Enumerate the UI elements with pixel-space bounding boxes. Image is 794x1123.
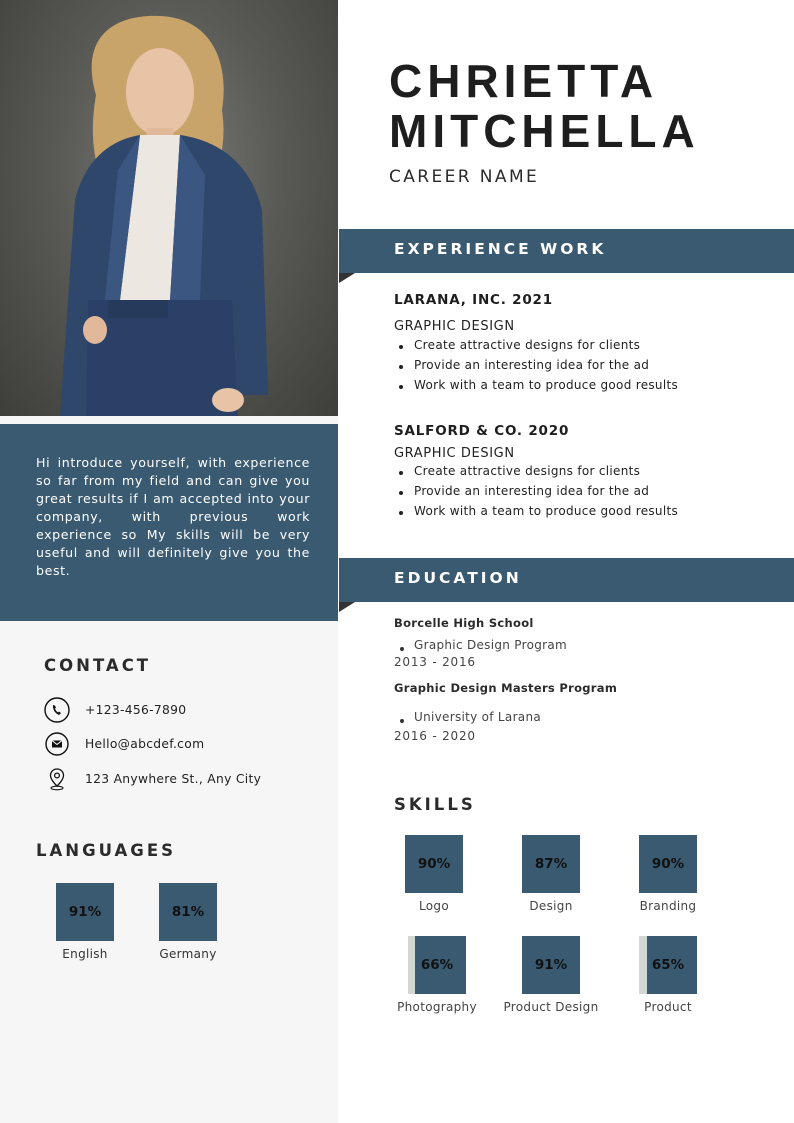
skill-level-box bbox=[405, 835, 463, 893]
edu-years: 2016 - 2020 bbox=[394, 729, 476, 743]
job-bullets bbox=[394, 335, 774, 395]
language-level-box bbox=[159, 883, 217, 941]
skill-percent: 66% bbox=[420, 957, 454, 973]
languages-title: LANGUAGES bbox=[36, 841, 176, 860]
skill-percent: 90% bbox=[651, 856, 685, 872]
skill-design bbox=[496, 835, 606, 913]
language-percent: 91% bbox=[68, 904, 102, 920]
bullet-item: Work with a team to produce good results bbox=[394, 375, 774, 395]
contact-title: CONTACT bbox=[44, 656, 152, 675]
skill-photography bbox=[382, 936, 492, 1014]
location-pin-icon bbox=[44, 766, 70, 792]
contact-address[interactable] bbox=[44, 765, 261, 793]
job-role: GRAPHIC DESIGN bbox=[394, 446, 515, 461]
contact-phone-text: +123-456-7890 bbox=[85, 703, 187, 717]
contact-address-text: 123 Anywhere St., Any City bbox=[85, 772, 262, 786]
name-block bbox=[389, 56, 700, 187]
skills-title: SKILLS bbox=[394, 795, 476, 814]
edu-school: Graphic Design Masters Program bbox=[394, 681, 618, 695]
language-name: English bbox=[62, 947, 108, 961]
skill-level-box bbox=[639, 936, 697, 994]
language-percent: 81% bbox=[171, 904, 205, 920]
job-role: GRAPHIC DESIGN bbox=[394, 319, 515, 334]
contact-email-text: Hello@abcdef.com bbox=[85, 737, 205, 751]
skill-name: Product bbox=[644, 1000, 692, 1014]
job-entry bbox=[394, 423, 774, 521]
skill-percent: 91% bbox=[534, 957, 568, 973]
edu-school: Borcelle High School bbox=[394, 616, 534, 630]
skill-product bbox=[613, 936, 723, 1014]
experience-banner bbox=[339, 229, 794, 273]
contact-email[interactable] bbox=[44, 730, 204, 758]
skill-branding bbox=[613, 835, 723, 913]
skill-percent: 87% bbox=[534, 856, 568, 872]
skill-name: Branding bbox=[639, 899, 697, 913]
skill-product-design bbox=[496, 936, 606, 1014]
education-entry bbox=[394, 681, 617, 743]
bullet-item: Create attractive designs for clients bbox=[394, 461, 774, 481]
education-banner bbox=[339, 558, 794, 602]
skill-level-box bbox=[408, 936, 466, 994]
career-title: CAREER NAME bbox=[389, 167, 540, 187]
experience-title: EXPERIENCE WORK bbox=[394, 240, 607, 258]
language-name: Germany bbox=[159, 947, 217, 961]
job-company: LARANA, INC. 2021 bbox=[394, 292, 553, 308]
profile-photo bbox=[0, 0, 338, 416]
banner-fold bbox=[339, 273, 355, 283]
edu-years: 2013 - 2016 bbox=[394, 655, 476, 669]
skill-name: Photography bbox=[397, 1000, 477, 1014]
bullet-item: Provide an interesting idea for the ad bbox=[394, 481, 774, 501]
job-entry bbox=[394, 292, 774, 395]
mail-icon bbox=[44, 731, 70, 757]
contact-phone[interactable] bbox=[44, 696, 186, 724]
skill-level-box bbox=[522, 835, 580, 893]
first-name: CHRIETTA bbox=[389, 55, 659, 107]
skill-percent: 90% bbox=[417, 856, 451, 872]
bullet-item: Work with a team to produce good results bbox=[394, 501, 774, 521]
language-level-box bbox=[56, 883, 114, 941]
job-bullets bbox=[394, 461, 774, 521]
phone-icon bbox=[44, 697, 70, 723]
about-box bbox=[0, 424, 338, 621]
skill-percent: 65% bbox=[651, 957, 685, 973]
skill-level-gap bbox=[408, 936, 415, 994]
education-title: EDUCATION bbox=[394, 569, 522, 587]
skill-name: Product Design bbox=[503, 1000, 599, 1014]
skill-name: Logo bbox=[419, 899, 449, 913]
skill-logo bbox=[379, 835, 489, 913]
bullet-item: Provide an interesting idea for the ad bbox=[394, 355, 774, 375]
skill-level-gap bbox=[639, 936, 647, 994]
job-company: SALFORD & CO. 2020 bbox=[394, 423, 570, 439]
language-germany bbox=[148, 883, 228, 961]
last-name: MITCHELLA bbox=[389, 105, 700, 157]
edu-program: Graphic Design Program bbox=[394, 638, 567, 652]
skill-level-box bbox=[522, 936, 580, 994]
language-english bbox=[45, 883, 125, 961]
banner-fold bbox=[339, 602, 355, 612]
about-text: Hi introduce yourself, with experience so far from my field and can give you great results if I am accepted into your company, with previous work experience so My skills will be very useful and will definitely give you the best. bbox=[36, 455, 310, 578]
bullet-item: Create attractive designs for clients bbox=[394, 335, 774, 355]
education-entry bbox=[394, 616, 567, 669]
skill-name: Design bbox=[529, 899, 573, 913]
skill-level-box bbox=[639, 835, 697, 893]
edu-program: University of Larana bbox=[394, 710, 617, 724]
